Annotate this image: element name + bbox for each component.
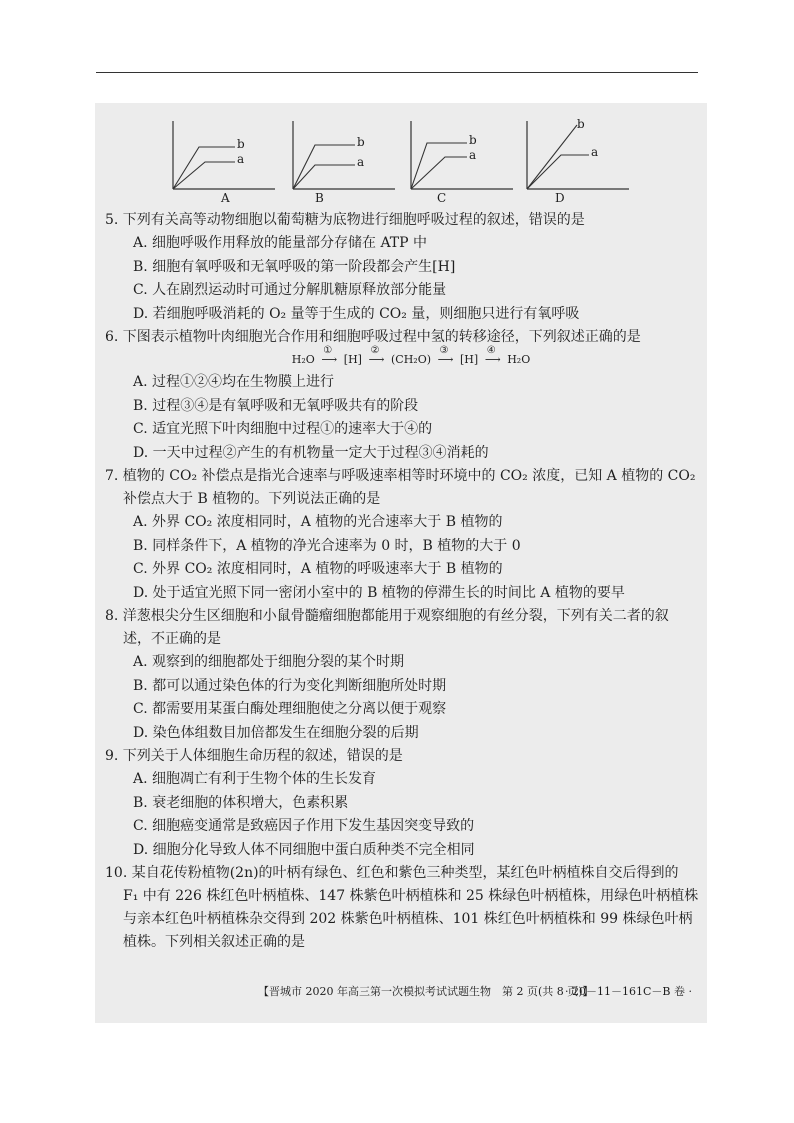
question-8-option-b: B. 都可以通过染色体的行为变化判断细胞所处时期 — [133, 677, 447, 694]
graph-d-label-b: b — [577, 117, 585, 131]
exam-page — [95, 103, 707, 1023]
question-5-option-d: D. 若细胞呼吸消耗的 O₂ 量等于生成的 CO₂ 量，则细胞只进行有氧呼吸 — [133, 305, 580, 322]
graph-options-row — [95, 103, 707, 213]
question-9-option-a: A. 细胞凋亡有利于生物个体的生长发育 — [133, 771, 377, 787]
graph-d-label-a: a — [591, 145, 599, 159]
graph-a-label-b: b — [237, 137, 245, 151]
formula-arrow-1: ① ⟶ — [318, 349, 340, 371]
question-7-option-b: B. 同样条件下，A 植物的净光合速率为 0 时，B 植物的大于 0 — [133, 537, 521, 554]
question-6-option-d: D. 一天中过程②产生的有机物量一定大于过程③④消耗的 — [133, 444, 489, 461]
question-6-option-b: B. 过程③④是有氧呼吸和无氧呼吸共有的阶段 — [133, 397, 419, 414]
question-9-stem: 9. 下列关于人体细胞生命历程的叙述，错误的是 — [105, 748, 403, 764]
question-10-stem-line-4: 植株。下列相关叙述正确的是 — [123, 934, 305, 950]
question-7-option-c: C. 外界 CO₂ 浓度相同时，A 植物的呼吸速率大于 B 植物的 — [133, 561, 503, 577]
question-8-stem-continued: 述，不正确的是 — [123, 631, 221, 647]
question-6-stem: 6. 下图表示植物叶肉细胞光合作用和细胞呼吸过程中氢的转移途径，下列叙述正确的是 — [105, 329, 641, 345]
question-8 — [95, 605, 707, 745]
question-8-stem: 8. 洋葱根尖分生区细胞和小鼠骨髓瘤细胞都能用于观察细胞的有丝分裂，下列有关二者的叙 — [105, 608, 669, 624]
question-8-option-a: A. 观察到的细胞都处于细胞分裂的某个时期 — [133, 654, 405, 670]
formula-step-3: ③ — [439, 345, 449, 356]
question-5-stem: 5. 下列有关高等动物细胞以葡萄糖为底物进行细胞呼吸过程的叙述，错误的是 — [105, 212, 585, 228]
question-7-stem: 7. 植物的 CO₂ 补偿点是指光合速率与呼吸速率相等时环境中的 CO₂ 浓度，已知 A 植物的 CO₂ — [105, 468, 696, 484]
graph-b-label-b: b — [357, 135, 365, 149]
formula-step-2: ② — [370, 345, 380, 356]
formula-arrow-2: ② ⟶ — [365, 349, 387, 371]
formula-term-2: [H] — [343, 353, 362, 366]
question-6-option-c: C. 适宜光照下叶肉细胞中过程①的速率大于④的 — [133, 421, 433, 437]
formula-arrow-4: ④ ⟶ — [482, 349, 504, 371]
hydrogen-transfer-pathway — [115, 345, 707, 371]
graph-b — [285, 117, 405, 209]
question-9 — [95, 745, 707, 862]
formula-step-1: ① — [323, 345, 333, 356]
question-10 — [95, 862, 707, 954]
graph-c-label-a: a — [469, 148, 477, 162]
graph-a — [165, 117, 285, 209]
question-10-stem-line-3: 与亲本红色叶柄植株杂交得到 202 株紫色叶柄植株、101 株红色叶柄植株和 99 株绿色叶柄 — [123, 911, 693, 927]
formula-step-4: ④ — [486, 345, 496, 356]
footer-paper-code: · 20－11－161C－B 卷 · — [565, 985, 692, 998]
question-9-option-d: D. 细胞分化导致人体不同细胞中蛋白质种类不完全相同 — [133, 841, 475, 858]
question-7-option-a: A. 外界 CO₂ 浓度相同时，A 植物的光合速率大于 B 植物的 — [133, 514, 503, 530]
formula-arrow-3: ③ ⟶ — [435, 349, 457, 371]
question-7-stem-continued: 补偿点大于 B 植物的。下列说法正确的是 — [123, 491, 381, 507]
question-8-option-d: D. 染色体组数目加倍都发生在细胞分裂的后期 — [133, 724, 419, 741]
graph-b-label-a: a — [357, 155, 365, 169]
question-7-option-d: D. 处于适宜光照下同一密闭小室中的 B 植物的停滞生长的时间比 A 植物的要早 — [133, 584, 625, 601]
question-6 — [95, 326, 707, 465]
question-10-stem-line-2: F₁ 中有 226 株红色叶柄植株、147 株紫色叶柄植株和 25 株绿色叶柄植株，用绿色叶柄植株 — [123, 888, 699, 904]
graph-b-caption: B — [315, 191, 324, 205]
question-list — [95, 209, 707, 954]
graph-c-caption: C — [437, 191, 447, 205]
formula-term-3: (CH₂O) — [390, 353, 432, 366]
question-5 — [95, 209, 707, 326]
graph-a-caption: A — [221, 191, 230, 205]
question-5-option-b: B. 细胞有氧呼吸和无氧呼吸的第一阶段都会产生[H] — [133, 258, 456, 275]
question-8-option-c: C. 都需要用某蛋白酶处理细胞使之分离以便于观察 — [133, 701, 447, 717]
question-5-option-a: A. 细胞呼吸作用释放的能量部分存储在 ATP 中 — [133, 235, 428, 251]
footer-exam-info: 【晋城市 2020 年高三第一次模拟考试试题生物 第 2 页(共 8 页)】 — [258, 985, 594, 998]
graph-d — [519, 117, 639, 209]
graph-c-label-b: b — [469, 133, 477, 147]
graph-b-plot — [285, 117, 405, 209]
question-9-option-b: B. 衰老细胞的体积增大，色素积累 — [133, 794, 349, 811]
graph-a-label-a: a — [237, 152, 245, 166]
formula-term-5: H₂O — [507, 353, 531, 366]
formula-term-1: H₂O — [291, 353, 315, 366]
formula-term-4: [H] — [460, 353, 479, 366]
question-6-option-a: A. 过程①②④均在生物膜上进行 — [133, 374, 335, 390]
question-9-option-c: C. 细胞癌变通常是致癌因子作用下发生基因突变导致的 — [133, 818, 475, 834]
graph-c — [403, 117, 523, 209]
top-rule — [96, 72, 698, 73]
question-10-stem: 10. 某自花传粉植物(2n)的叶柄有绿色、红色和紫色三种类型，某红色叶柄植株自交后得到的 — [105, 865, 679, 881]
question-5-option-c: C. 人在剧烈运动时可通过分解肌糖原释放部分能量 — [133, 282, 447, 298]
graph-c-plot — [403, 117, 523, 209]
question-7 — [95, 465, 707, 605]
graph-d-caption: D — [555, 191, 565, 205]
